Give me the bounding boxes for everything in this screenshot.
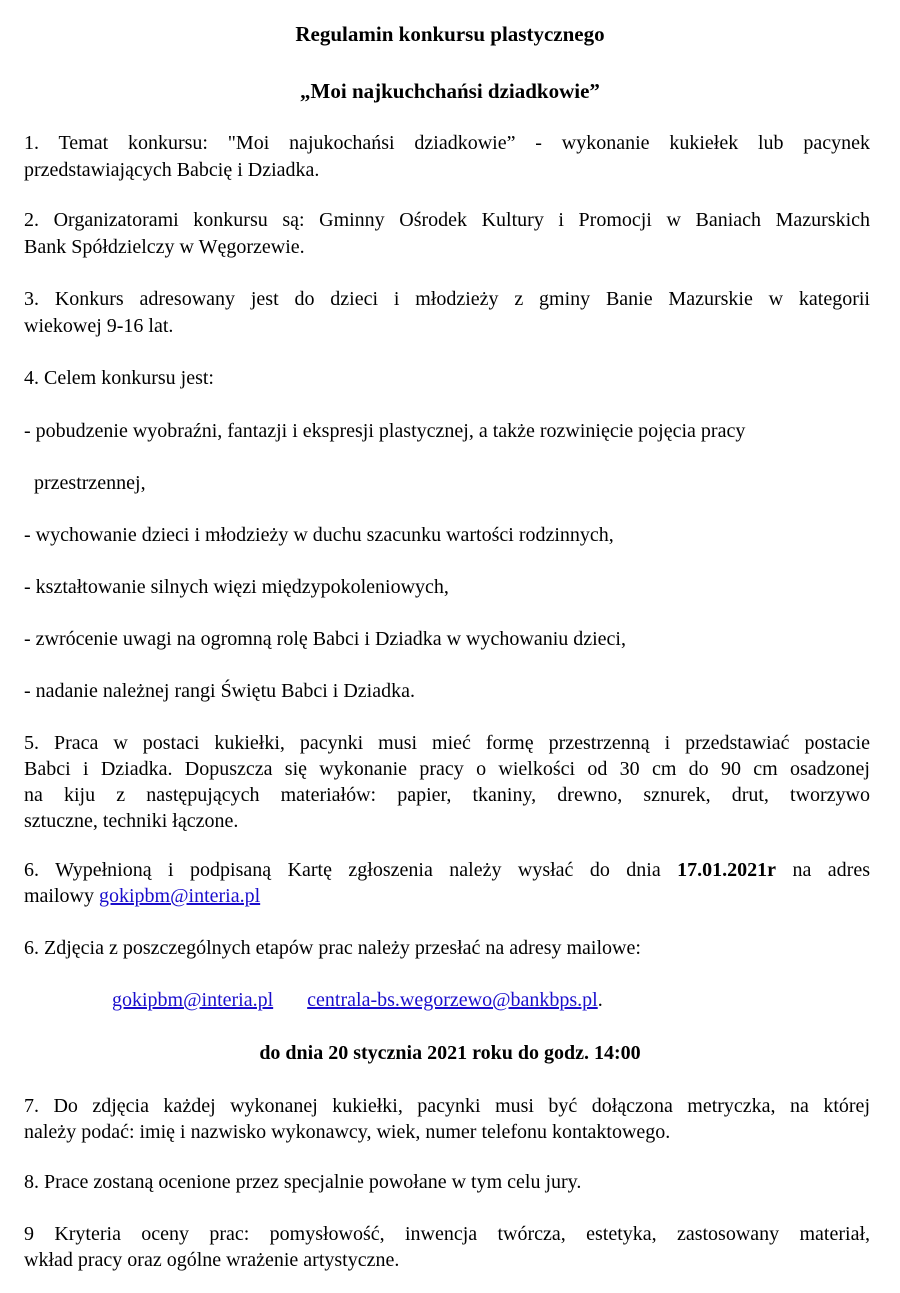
- section-3-line-2: wiekowej 9-16 lat.: [24, 315, 174, 337]
- submission-date: 17.01.2021r: [677, 859, 777, 881]
- email-link-gokipbm[interactable]: gokipbm@interia.pl: [99, 885, 261, 907]
- document-title: Regulamin konkursu plastycznego: [295, 22, 605, 46]
- email-link-bank[interactable]: centrala-bs.wegorzewo@bankbps.pl: [307, 989, 598, 1011]
- section-1-line-1: 1. Temat konkursu: "Moi najukochańsi dziadkowie” - wykonanie kukiełek lub pacynek: [24, 132, 870, 154]
- email-link-gokipbm-2[interactable]: gokipbm@interia.pl: [112, 989, 274, 1011]
- section-5-line-4: sztuczne, techniki łączone.: [24, 810, 239, 832]
- section-7-line-1: 7. Do zdjęcia każdej wykonanej kukiełki, pacynki musi być dołączona metryczka, na której: [24, 1095, 870, 1117]
- goal-item-4: - zwrócenie uwagi na ogromną rolę Babci i Dziadka w wychowaniu dzieci,: [24, 628, 626, 650]
- section-6b-line-1: 6. Zdjęcia z poszczególnych etapów prac należy przesłać na adresy mailowe:: [24, 937, 641, 959]
- section-5-line-2: Babci i Dziadka. Dopuszcza się wykonanie pracy o wielkości od 30 cm do 90 cm osadzonej: [24, 758, 870, 780]
- section-5-line-1: 5. Praca w postaci kukiełki, pacynki musi mieć formę przestrzenną i przedstawiać postacie: [24, 732, 870, 754]
- section-5-line-3: na kiju z następujących materiałów: papier, tkaniny, drewno, sznurek, drut, tworzywo: [24, 784, 870, 806]
- section-6a-mail-label: mailowy: [24, 885, 99, 907]
- section-9-line-1: 9 Kryteria oceny prac: pomysłowość, inwencja twórcza, estetyka, zastosowany materiał,: [24, 1223, 870, 1245]
- section-8-line-1: 8. Prace zostaną ocenione przez specjalnie powołane w tym celu jury.: [24, 1171, 582, 1193]
- goal-item-5: - nadanie należnej rangi Świętu Babci i Dziadka.: [24, 680, 415, 702]
- section-6a-text-end: na adres: [776, 859, 871, 881]
- goal-item-3: - kształtowanie silnych więzi międzypokoleniowych,: [24, 576, 449, 598]
- photo-deadline: do dnia 20 stycznia 2021 roku do godz. 14:00: [259, 1042, 641, 1064]
- goal-item-2: - wychowanie dzieci i młodzieży w duchu szacunku wartości rodzinnych,: [24, 524, 614, 546]
- section-1-line-2: przedstawiających Babcię i Dziadka.: [24, 159, 320, 181]
- section-6b-emails: [112, 987, 603, 1013]
- goal-item-1-line-2: przestrzennej,: [34, 472, 146, 494]
- section-6a-line-1: [24, 857, 870, 883]
- document-subtitle: „Moi najkuchchańsi dziadkowie”: [300, 79, 600, 103]
- section-6a-text: 6. Wypełnioną i podpisaną Kartę zgłoszenia należy wysłać do dnia: [24, 859, 678, 881]
- section-4-heading: 4. Celem konkursu jest:: [24, 367, 214, 389]
- goal-item-1-line-1: - pobudzenie wyobraźni, fantazji i ekspresji plastycznej, a także rozwinięcie pojęcia pracy: [24, 420, 746, 442]
- section-2-line-1: 2. Organizatorami konkursu są: Gminny Ośrodek Kultury i Promocji w Baniach Mazurskich: [24, 209, 870, 231]
- section-7-line-2: należy podać: imię i nazwisko wykonawcy, wiek, numer telefonu kontaktowego.: [24, 1121, 671, 1143]
- section-3-line-1: 3. Konkurs adresowany jest do dzieci i młodzieży z gminy Banie Mazurskie w kategorii: [24, 288, 870, 310]
- section-6a-line-2: [24, 883, 260, 909]
- emails-period: .: [597, 989, 603, 1011]
- section-2-line-2: Bank Spółdzielczy w Węgorzewie.: [24, 236, 305, 258]
- section-9-line-2: wkład pracy oraz ogólne wrażenie artystyczne.: [24, 1249, 400, 1271]
